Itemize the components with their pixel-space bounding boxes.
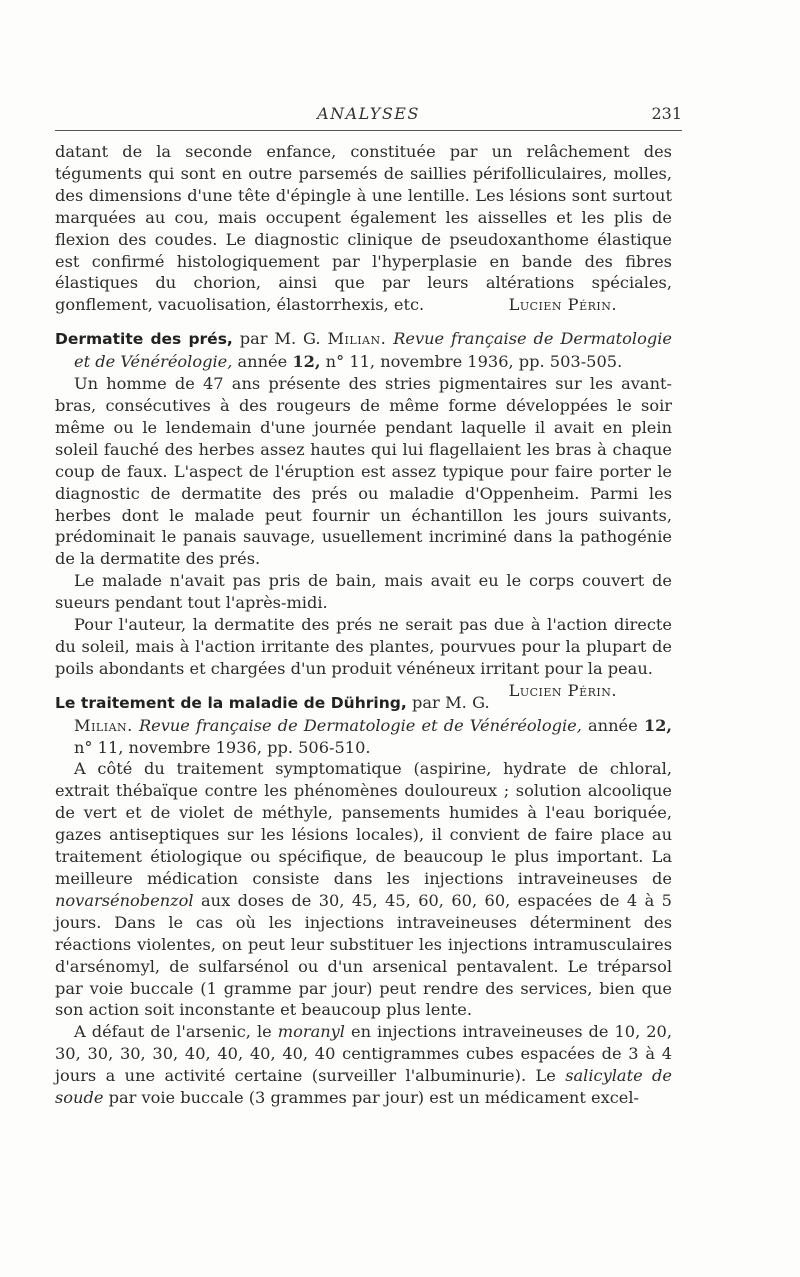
paragraph-text: en injections intraveineuses de 10, 20, 30, 30, 30, 30, 40, 40, 40, 40, 40 centigrammes cubes espacées de 3 à 4 jours a une activité certaine (surveiller l'albuminurie). Le [55,1022,672,1086]
article-byline: par M. G. [239,329,321,349]
header-rule [55,130,682,131]
journal-name: Revue française de Dermatologie et de Vénéréologie, [138,715,582,735]
article-byline: par M. G. [412,692,490,712]
drug-name: moranyl [277,1022,345,1042]
article-author: Milian. [327,329,387,349]
article-heading [55,328,672,373]
drug-name: salicylate de soude [55,1066,672,1108]
drug-name: novarsénobenzol [55,890,194,910]
running-title: ANALYSES [317,104,420,123]
page-header [55,100,682,130]
article-title: Dermatite des prés, [55,330,233,349]
year-label: année [237,352,288,372]
paragraph [55,1021,672,1109]
paragraph: Un homme de 47 ans présente des stries pigmentaires sur les avant-bras, consécutives à des rougeurs de même forme développées le soir même ou le lendemain d'une journée pendant laquelle il avait en plein soleil fauché des herbes assez hautes qui lui flagellaient les bras à chaque coup de faux. L'aspect de l'éruption est assez typique pour faire porter le diagnostic de dermatite des prés ou maladie d'Oppenheim. Parmi les herbes dont le malade peut fournir un échantillon les jours suivants, prédominait le panais sauvage, usuellement incriminé dans la pathogénie de la dermatite des prés. [55,374,672,569]
page-number: 231 [651,104,682,123]
paragraph-text: par voie buccale (3 grammes par jour) est un médicament excel- [108,1088,639,1108]
article-title: Le traitement de la maladie de Dühring, [55,693,407,712]
article-author: Milian. [74,715,133,735]
journal-issue: n° 11, novembre 1936, pp. 503-505. [325,352,623,372]
paragraph [55,614,672,700]
paragraph-text: A défaut de l'arsenic, le [74,1022,272,1042]
year-label: année [588,715,638,735]
paragraph-text: Pour l'auteur, la dermatite des prés ne serait pas due à l'action directe du soleil, mais à l'action irritante des plantes, pourvues pour la plupart de poils abondants et chargées d'un produit vénéneux irritant pour la peau. [55,615,672,678]
author-signature: Lucien Périn. [508,680,617,700]
paragraph: Le malade n'avait pas pris de bain, mais avait eu le corps couvert de sueurs pendant tout l'après-midi. [55,571,672,613]
paragraph-text: aux doses de 30, 45, 45, 60, 60, 60, espacées de 4 à 5 jours. Dans le cas où les injections intraveineuses déterminent des réactions violentes, on peut leur substituer les injections intramusculaires d'arsénomyl, de sulfarsénol ou d'un arsenical pentavalent. Le tréparsol par voie buccale (1 gramme par jour) peut rendre des services, bien que son action soit inconstante et beaucoup plus lente. [55,890,672,1020]
journal-issue: n° 11, novembre 1936, pp. 506-510. [74,737,371,757]
journal-year: 12, [643,715,672,735]
journal-year: 12, [292,352,321,372]
page-body [55,141,672,1109]
article-continuation-text: datant de la seconde enfance, constituée par un relâchement des téguments qui sont en outre parsemés de saillies périfolliculaires, molles, des dimensions d'une tête d'épingle à une lentille. Les lésions sont surtout marquées au cou, mais occupent également les aisselles et les plis de flexion des coudes. Le diagnostic clinique de pseudoxanthome élastique est confirmé histologiquement par l'hyperplasie en bande des fibres élastiques du chorion, ainsi que par leurs altérations spéciales, gonflement, vacuolisation, élastorrhexis, etc. [55,142,672,315]
author-signature: Lucien Périn. [508,295,617,315]
journal-name: Revue française de Dermatologie et de Vénéréologie, [74,329,672,372]
article-heading [55,692,672,759]
article-continuation [55,141,672,316]
paragraph [55,758,672,1021]
paragraph-text: A côté du traitement symptomatique (aspirine, hydrate de chloral, extrait thébaïque contre les phénomènes douloureux ; solution alcoolique de vert et de violet de méthyle, pansements humides à l'eau boriquée, gazes antiseptiques sur les lésions locales), il convient de faire place au traitement étiologique ou spécifique, de beaucoup le plus important. La meilleure médication consiste dans les injections intraveineuses de [55,759,672,888]
